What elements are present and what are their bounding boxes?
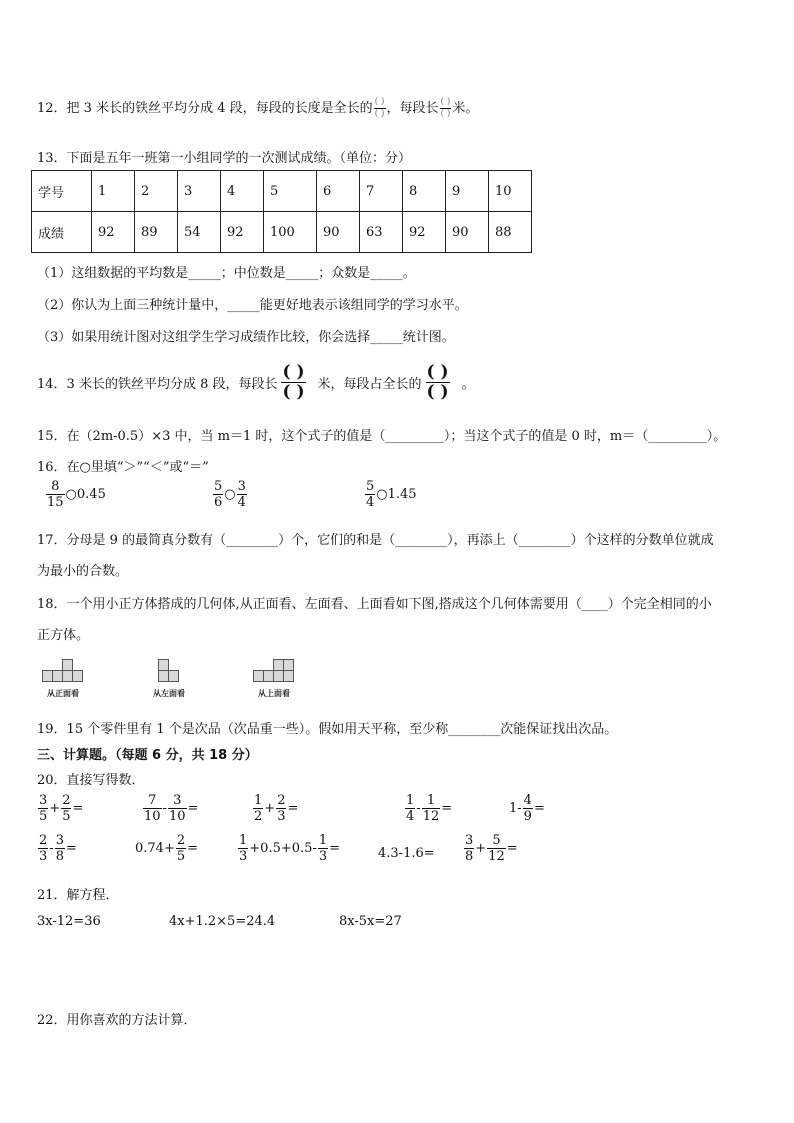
question-18-line1: 18．一个用小正方体搭成的几何体,从正面看、左面看、上面看如下图,搭成这个几何体需要用（____）个完全相同的小 (37, 597, 712, 612)
fraction-blank: $\frac{( )}{( )}$ (440, 97, 451, 119)
calc-item: $\frac{1}{4}$ - $\frac{1}{12}$ = (406, 793, 453, 824)
compare-item: $\frac{8}{15}$ ○0.45 (47, 479, 106, 510)
question-16-title: 16．在○里填“＞”“＜”或“＝” (37, 460, 209, 475)
front-view-figure (42, 655, 86, 683)
top-view-label: 从上面看 (258, 689, 290, 698)
calc-item: $\frac{3}{8}$ + $\frac{5}{12}$ = (465, 833, 518, 864)
question-19: 19．15 个零件里有 1 个是次品（次品重一些）。假如用天平称，至少称________次能保证找出次品。 (37, 722, 618, 737)
fraction-blank: $\frac{( )}{( )}$ (374, 97, 385, 119)
fraction: $\frac{5}{6}$ (214, 479, 223, 510)
question-18-line2: 正方体。 (37, 628, 90, 643)
table-row: 成绩 92 89 54 92 100 90 63 92 90 88 (32, 212, 532, 253)
calc-item: $\frac{3}{5}$ + $\frac{2}{5}$ = (39, 793, 84, 824)
question-20-title: 20．直接写得数． (37, 773, 145, 788)
left-view-label: 从左面看 (153, 689, 185, 698)
top-view-figure (253, 655, 297, 683)
question-21-title: 21．解方程． (37, 888, 119, 903)
calc-item: $\frac{1}{2}$ + $\frac{2}{3}$ = (254, 793, 299, 824)
equation: 8x-5x=27 (339, 914, 402, 929)
calc-item: 0.74+ $\frac{2}{5}$ = (135, 833, 199, 864)
section-title: 三、计算题。（每题 6 分，共 18 分） (37, 748, 258, 763)
fraction-blank: $\frac{( )}{( )}$ (282, 362, 305, 402)
front-view-label: 从正面看 (47, 689, 79, 698)
fraction: $\frac{3}{4}$ (237, 479, 246, 510)
calc-item: 1- $\frac{4}{9}$ = (509, 793, 545, 824)
calc-item: $\frac{2}{3}$ - $\frac{3}{8}$ = (39, 833, 77, 864)
compare-item: $\frac{5}{4}$ ○1.45 (366, 479, 417, 510)
calc-item: $\frac{7}{10}$ - $\frac{3}{10}$ = (144, 793, 199, 824)
question-12: 12．把 3 米长的铁丝平均分成 4 段，每段的长度是全长的 $\frac{( )}{( )}$ ，每段长 $\frac{( )}{( )}$ 米。 (37, 97, 479, 119)
left-view-figure (158, 655, 182, 683)
question-15: 15．在（2m-0.5）×3 中，当 m＝1 时，这个式子的值是（_________）；当这个式子的值是 0 时，m＝（_________）。 (37, 429, 727, 444)
table-row: 学号 1 2 3 4 5 6 7 8 9 10 (32, 171, 532, 212)
fraction: $\frac{8}{15}$ (47, 479, 64, 510)
equation: 4x+1.2×5=24.4 (169, 914, 276, 929)
question-17-line1: 17．分母是 9 的最简真分数有（________）个，它们的和是（________），再添上（________）个这样的分数单位就成 (37, 533, 714, 548)
question-17-line2: 为最小的合数。 (37, 564, 129, 579)
equation: 3x-12=36 (37, 914, 101, 929)
calc-item: 4.3-1.6= (378, 846, 435, 861)
score-table (31, 170, 532, 253)
calc-item: $\frac{1}{3}$ +0.5+0.5- $\frac{1}{3}$ = (239, 833, 340, 864)
question-13-intro: 13．下面是五年一班第一小组同学的一次测试成绩。（单位：分） (37, 151, 412, 166)
question-22-title: 22．用你喜欢的方法计算． (37, 1013, 197, 1028)
compare-item: $\frac{5}{6}$ ○ $\frac{3}{4}$ (214, 479, 246, 510)
fraction-blank: $\frac{( )}{( )}$ (426, 362, 449, 402)
question-13-sub2: （2）你认为上面三种统计量中，_____能更好地表示该组同学的学习水平。 (37, 298, 468, 313)
fraction: $\frac{5}{4}$ (366, 479, 375, 510)
question-14: 14．3 米长的铁丝平均分成 8 段，每段长 $\frac{( )}{( )}$ 米，每段占全长的 $\frac{( )}{( )}$ 。 (37, 362, 475, 402)
question-13-sub1: （1）这组数据的平均数是_____；中位数是_____；众数是_____。 (37, 266, 416, 281)
question-13-sub3: （3）如果用统计图对这组学生学习成绩作比较，你会选择_____统计图。 (37, 330, 455, 345)
